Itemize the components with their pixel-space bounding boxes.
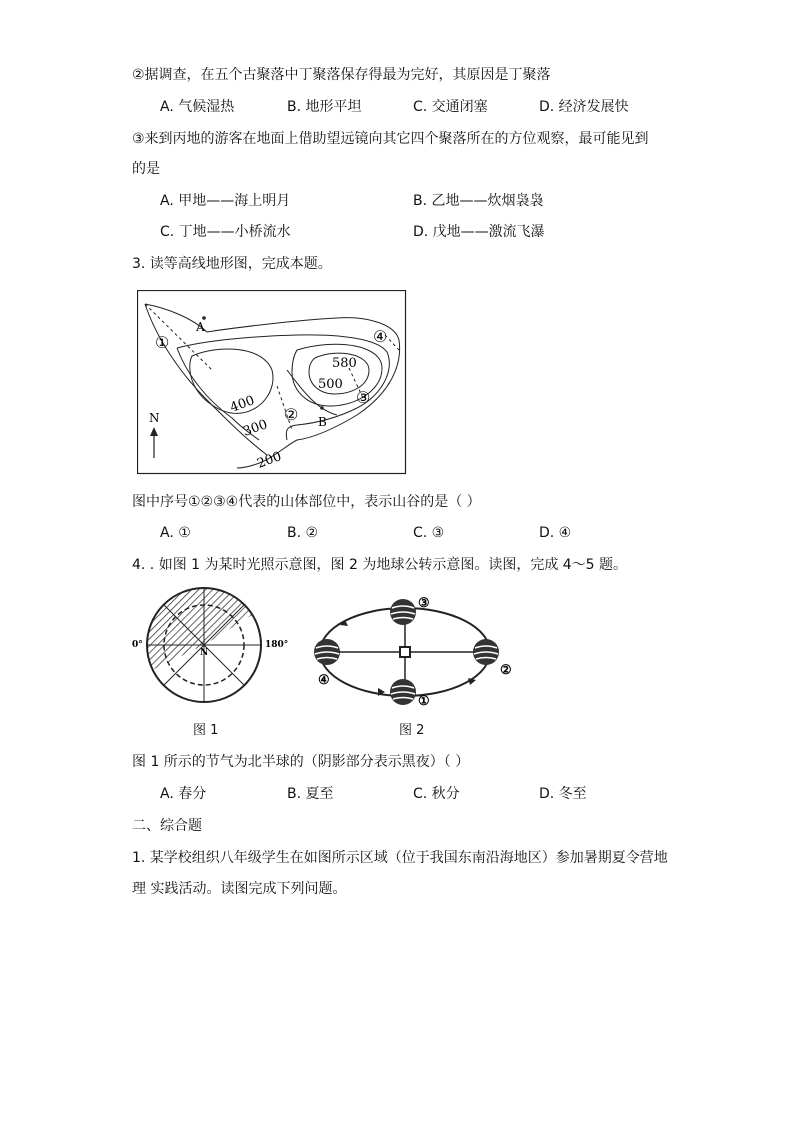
- earth-top-icon: [390, 599, 416, 625]
- q3-title: 3. 读等高线地形图，完成本题。: [132, 256, 332, 272]
- contour-label-580: 580: [332, 356, 357, 371]
- part-number-3: ③: [356, 388, 371, 407]
- north-label: N: [149, 411, 160, 425]
- fig2-number-1: ①: [418, 694, 430, 709]
- earth-left-icon: [314, 639, 340, 665]
- q2-sub2-text: ②据调查，在五个古聚落中丁聚落保存得最为完好，其原因是丁聚落: [132, 67, 551, 83]
- q3-question: 图中序号①②③④代表的山体部位中，表示山谷的是（ ）: [132, 494, 481, 510]
- figure-1-caption: 图 1: [193, 723, 219, 738]
- figure-2-revolution-diagram: [310, 590, 530, 710]
- contour-label-300: 300: [241, 417, 270, 440]
- q2-sub3-option-a: A. 甲地——海上明月: [160, 193, 291, 209]
- q4-option-a: A. 春分: [160, 786, 207, 802]
- fig2-number-2: ②: [500, 663, 512, 678]
- earth-bottom-icon: [390, 679, 416, 705]
- q2-sub2-option-d: D. 经济发展快: [539, 99, 629, 115]
- q2-sub2-option-c: C. 交通闭塞: [413, 99, 488, 115]
- section-2-heading: 二、综合题: [132, 818, 202, 834]
- part-number-4: ④: [373, 327, 388, 346]
- point-a-label: A: [196, 320, 205, 334]
- q2-sub3-option-b: B. 乙地——炊烟袅袅: [413, 193, 544, 209]
- figure-1-illumination-diagram: [132, 585, 302, 705]
- q3-option-c: C. ③: [413, 525, 445, 541]
- q2-sub3-option-d: D. 戊地——激流飞瀑: [413, 224, 545, 240]
- contour-map: [137, 290, 407, 475]
- contour-label-500: 500: [318, 377, 343, 392]
- q3-option-d: D. ④: [539, 525, 572, 541]
- q2-sub3-text-line1: ③来到丙地的游客在地面上借助望远镜向其它四个聚落所在的方位观察，最可能见到: [132, 131, 649, 147]
- q4-question: 图 1 所示的节气为北半球的（阴影部分表示黑夜）（ ）: [132, 754, 470, 770]
- q2-sub2-option-a: A. 气候湿热: [160, 99, 235, 115]
- section-2-q1-line1: 1. 某学校组织八年级学生在如图所示区域（位于我国东南沿海地区）参加暑期夏令营地: [132, 850, 668, 866]
- fig2-number-4: ④: [318, 673, 330, 688]
- earth-right-icon: [473, 639, 499, 665]
- sun-icon: [400, 647, 410, 657]
- q3-option-a: A. ①: [160, 525, 191, 541]
- contour-label-400: 400: [228, 393, 257, 416]
- q2-sub3-text-line2: 的是: [132, 161, 160, 177]
- fig1-label-0: 0°: [132, 640, 143, 650]
- q3-option-b: B. ②: [287, 525, 319, 541]
- point-b-label: B: [318, 415, 327, 429]
- q4-option-b: B. 夏至: [287, 786, 334, 802]
- fig1-label-180: 180°: [265, 640, 289, 650]
- q4-option-c: C. 秋分: [413, 786, 460, 802]
- fig2-number-3: ③: [418, 596, 430, 611]
- part-number-2: ②: [284, 405, 299, 424]
- q2-sub2-option-b: B. 地形平坦: [287, 99, 362, 115]
- figure-2-caption: 图 2: [399, 723, 425, 738]
- contour-label-200: 200: [255, 449, 284, 472]
- q4-title: 4. . 如图 1 为某时光照示意图，图 2 为地球公转示意图。读图，完成 4～5 题。: [132, 557, 628, 573]
- section-2-q1-line2: 理 实践活动。读图完成下列问题。: [132, 881, 347, 897]
- q2-sub3-option-c: C. 丁地——小桥流水: [160, 224, 291, 240]
- part-number-1: ①: [155, 333, 170, 352]
- q4-option-d: D. 冬至: [539, 786, 587, 802]
- fig1-center-label: N: [200, 648, 209, 658]
